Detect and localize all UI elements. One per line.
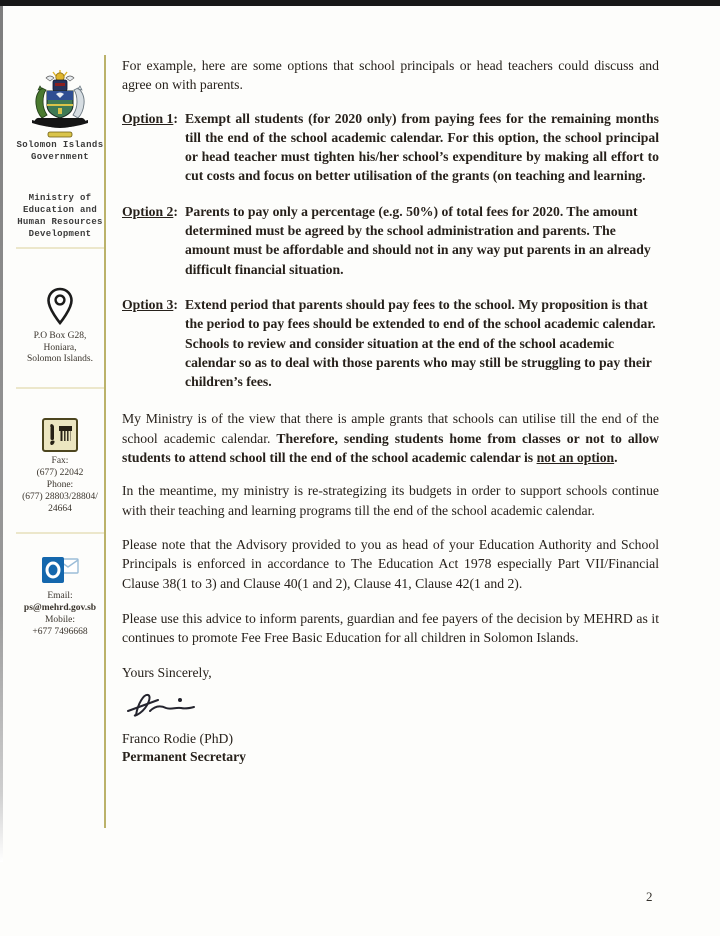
closing-line: Yours Sincerely, xyxy=(122,665,212,681)
signatory-name: Franco Rodie (PhD) xyxy=(122,731,234,747)
fax-machine-icon xyxy=(12,418,108,457)
intro-paragraph: For example, here are some options that school principals or head teachers could discuss and agree on with parents. xyxy=(122,58,659,93)
option-3-row xyxy=(122,295,659,391)
sidebar-divider xyxy=(16,532,104,534)
option-1-row xyxy=(122,109,659,186)
government-name xyxy=(12,139,108,163)
phone-number-cont: 24664 xyxy=(48,504,72,514)
page-number: 2 xyxy=(646,889,653,904)
meantime-paragraph: In the meantime, my ministry is re-strategizing its budgets in order to support schools continue with their teaching and learning programs till the end of the school academic calendar. xyxy=(122,483,659,518)
government-name-line1: Solomon Islands xyxy=(16,140,104,150)
fax-phone-block xyxy=(12,455,108,515)
government-name-line2: Government xyxy=(30,152,89,162)
phone-label: Phone: xyxy=(46,480,74,490)
ministry-view-not-an-option: not an option xyxy=(536,450,615,466)
option-3-label: Option 3: xyxy=(122,296,178,312)
sidebar-divider xyxy=(16,247,104,249)
scan-left-edge xyxy=(0,6,3,862)
option-2-row xyxy=(122,202,659,279)
scan-top-edge xyxy=(0,0,720,6)
letterhead-vertical-rule xyxy=(104,55,106,828)
option-1-label: Option 1: xyxy=(122,110,178,126)
advice-paragraph: Please use this advice to inform parents, guardian and fee payers of the decision by MEHRD as it continues to promote Fee Free Basic Education for all children in Solomon Islands. xyxy=(122,610,659,646)
ministry-name: Ministry of Education and Human Resources Development xyxy=(17,193,103,239)
fax-number: (677) 22042 xyxy=(36,468,84,478)
outlook-email-icon xyxy=(12,555,108,592)
option-3-text: Extend period that parents should pay fees to the school. My proposition is that the period to pay fees should be extended to end of the school academic calendar. Schools to review and consider situation at the end of the school academic calendar so as to deal with those parents who may still be struggling to pay their children’s fees. xyxy=(185,296,656,390)
mobile-number: +677 7496668 xyxy=(32,627,88,637)
email-address: ps@mehrd.gov.sb xyxy=(23,603,97,613)
ministry-view-bold: Therefore, sending students home from classes or not to allow students to attend school till the end of the school academic calendar is xyxy=(122,430,660,466)
handwritten-signature xyxy=(124,687,659,728)
postal-address: P.O Box G28, Honiara, Solomon Islands. xyxy=(27,331,93,364)
email-mobile-block xyxy=(12,590,108,638)
letter-body xyxy=(122,56,659,766)
option-1-text: Exempt all students (for 2020 only) from paying fees for the remaining months till the end of the school academic calendar. For this option, the school principal or head teacher must tighten his/her school’s expenditure by making all effort to cut costs and focus on better utilisation of the grants (on teaching and learning. xyxy=(185,110,659,184)
letterhead-sidebar xyxy=(12,0,108,936)
ministry-view-normal: My Ministry is of the view that there is ample grants that schools can utilise till the end of the school academic calendar. xyxy=(122,411,659,446)
option-2-text: Parents to pay only a percentage (e.g. 50%) of total fees for 2020. The amount determined must be agreed by the school administration and parents. The amount must be affordable and should not in any way put parents in an already difficult financial situation. xyxy=(185,203,651,277)
phone-number: (677) 28803/28804/ xyxy=(22,492,98,502)
advisory-paragraph: Please note that the Advisory provided to you as head of your Education Authority and School Principals is enforced in accordance to The Education Act 1978 especially Part VII/Financial Clause 38(1 to 3) and Clause 40(1 and 2), Clause 41, Clause 42(1 and 2). xyxy=(122,536,659,591)
sidebar-divider xyxy=(16,387,104,389)
ministry-view-paragraph: My Ministry is of the view that there is ample grants that schools can utilise till the end of the school academic calendar. Therefore, sending students home from classes or not to allow students to attend school till the end of the school academic calendar is not an option. xyxy=(122,411,660,466)
signatory-title: Permanent Secretary xyxy=(122,749,247,765)
mobile-label: Mobile: xyxy=(44,615,76,625)
email-label: Email: xyxy=(47,591,73,601)
coat-of-arms-icon xyxy=(12,70,108,149)
location-pin-icon xyxy=(12,287,108,336)
fax-label: Fax: xyxy=(51,456,69,466)
option-2-label: Option 2: xyxy=(122,203,178,219)
